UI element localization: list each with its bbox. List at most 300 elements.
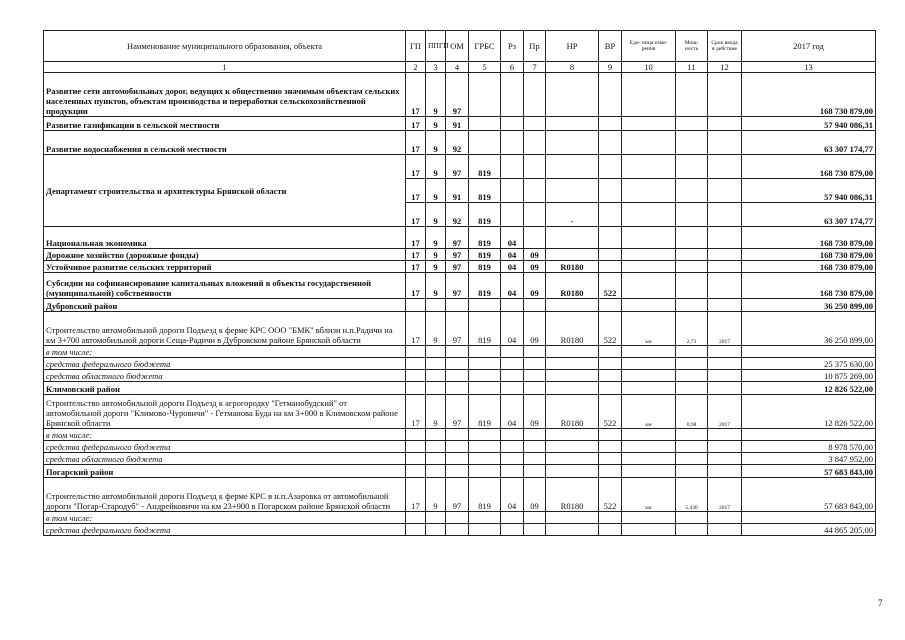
- cell-om: 97: [446, 395, 469, 429]
- cell-gp: [406, 453, 426, 465]
- cell-power: [676, 512, 708, 524]
- header-rz: Рз: [501, 31, 524, 62]
- cell-vr: 522: [599, 395, 622, 429]
- row-name: в том числе:: [44, 429, 406, 441]
- cell-term: [708, 453, 742, 465]
- header-power: Мощ- ность: [676, 31, 708, 62]
- cell-power: 0,98: [676, 395, 708, 429]
- cell-pr: 09: [524, 312, 546, 346]
- cell-pr: [524, 370, 546, 382]
- cell-rz: [501, 117, 524, 131]
- cell-rz: 04: [501, 312, 524, 346]
- cell-amount: 168 730 879,00: [742, 273, 876, 299]
- cell-gp: [406, 512, 426, 524]
- table-row: [44, 395, 876, 429]
- cell-rz: [501, 179, 524, 203]
- cell-rz: [501, 512, 524, 524]
- cell-power: [676, 261, 708, 273]
- cell-amount: 57 683 843,00: [742, 478, 876, 512]
- cell-rz: [501, 370, 524, 382]
- cell-gp: 17: [406, 312, 426, 346]
- row-name: средства областного бюджета: [44, 370, 406, 382]
- cell-grbs: [469, 524, 501, 536]
- cell-unit: [622, 370, 676, 382]
- cell-unit: [622, 73, 676, 117]
- cell-nr: [546, 299, 599, 312]
- cell-term: [708, 155, 742, 179]
- cell-rz: 04: [501, 478, 524, 512]
- cell-nr: R0180: [546, 312, 599, 346]
- cell-amount: 8 978 570,00: [742, 441, 876, 453]
- cell-nr: [546, 346, 599, 358]
- cell-ppgp: 9: [426, 73, 446, 117]
- cell-unit: [622, 261, 676, 273]
- table-row: [44, 382, 876, 395]
- cell-term: [708, 429, 742, 441]
- cell-grbs: [469, 117, 501, 131]
- cell-unit: [622, 227, 676, 249]
- row-name: средства областного бюджета: [44, 453, 406, 465]
- cell-vr: [599, 299, 622, 312]
- cell-om: [446, 299, 469, 312]
- cell-gp: 17: [406, 478, 426, 512]
- cell-gp: [406, 299, 426, 312]
- cell-pr: [524, 429, 546, 441]
- cell-term: [708, 358, 742, 370]
- cell-vr: [599, 346, 622, 358]
- table-row: [44, 273, 876, 299]
- cell-unit: [622, 524, 676, 536]
- cell-pr: [524, 131, 546, 155]
- cell-om: 91: [446, 179, 469, 203]
- cell-ppgp: [426, 465, 446, 478]
- cell-ppgp: [426, 358, 446, 370]
- cell-nr: [546, 358, 599, 370]
- table-row: [44, 478, 876, 512]
- cell-nr: R0180: [546, 395, 599, 429]
- row-name: средства федерального бюджета: [44, 441, 406, 453]
- cell-unit: [622, 117, 676, 131]
- table-row: [44, 346, 876, 358]
- cell-unit: [622, 382, 676, 395]
- cell-power: [676, 465, 708, 478]
- cell-vr: [599, 370, 622, 382]
- table-row: [44, 249, 876, 261]
- row-name: средства федерального бюджета: [44, 358, 406, 370]
- cell-amount: 168 730 879,00: [742, 73, 876, 117]
- cell-ppgp: 9: [426, 131, 446, 155]
- cell-vr: [599, 249, 622, 261]
- cell-pr: [524, 299, 546, 312]
- col-num: 10: [622, 62, 676, 73]
- cell-rz: [501, 131, 524, 155]
- cell-unit: км: [622, 478, 676, 512]
- cell-power: [676, 131, 708, 155]
- cell-gp: 17: [406, 155, 426, 179]
- cell-unit: [622, 512, 676, 524]
- cell-ppgp: 9: [426, 261, 446, 273]
- table-row: [44, 312, 876, 346]
- cell-power: [676, 346, 708, 358]
- cell-nr: [546, 131, 599, 155]
- header-row: [44, 31, 876, 62]
- table-row: [44, 524, 876, 536]
- col-num: 1: [44, 62, 406, 73]
- col-num: 12: [708, 62, 742, 73]
- cell-power: [676, 382, 708, 395]
- cell-nr: R0180: [546, 261, 599, 273]
- cell-grbs: [469, 346, 501, 358]
- cell-om: 97: [446, 73, 469, 117]
- cell-gp: [406, 429, 426, 441]
- cell-amount: [742, 429, 876, 441]
- cell-power: [676, 429, 708, 441]
- cell-grbs: 819: [469, 273, 501, 299]
- cell-pr: [524, 346, 546, 358]
- cell-power: [676, 203, 708, 227]
- cell-term: [708, 370, 742, 382]
- cell-om: 92: [446, 131, 469, 155]
- table-row: [44, 370, 876, 382]
- cell-amount: 12 826 522,00: [742, 382, 876, 395]
- cell-amount: 57 683 843,00: [742, 465, 876, 478]
- cell-unit: [622, 179, 676, 203]
- cell-nr: [546, 441, 599, 453]
- cell-vr: [599, 453, 622, 465]
- cell-grbs: 819: [469, 395, 501, 429]
- cell-amount: 57 940 086,31: [742, 117, 876, 131]
- cell-amount: 63 307 174,77: [742, 203, 876, 227]
- cell-om: [446, 441, 469, 453]
- cell-pr: 09: [524, 249, 546, 261]
- cell-term: [708, 441, 742, 453]
- cell-grbs: 819: [469, 249, 501, 261]
- cell-term: [708, 524, 742, 536]
- cell-unit: [622, 453, 676, 465]
- cell-unit: [622, 465, 676, 478]
- cell-power: [676, 370, 708, 382]
- cell-pr: [524, 227, 546, 249]
- table-row: [44, 131, 876, 155]
- cell-unit: [622, 429, 676, 441]
- table-row: [44, 453, 876, 465]
- cell-power: [676, 155, 708, 179]
- row-name: Субсидии на софинансирование капитальных вложений в объекты государственной (муниципальной) собственности: [44, 273, 406, 299]
- row-name: Дубровский район: [44, 299, 406, 312]
- cell-gp: [406, 346, 426, 358]
- cell-gp: 17: [406, 131, 426, 155]
- cell-unit: [622, 346, 676, 358]
- col-num: 6: [501, 62, 524, 73]
- header-nr: НР: [546, 31, 599, 62]
- cell-pr: [524, 512, 546, 524]
- cell-term: [708, 203, 742, 227]
- table-row: [44, 227, 876, 249]
- cell-rz: 04: [501, 261, 524, 273]
- cell-gp: 17: [406, 203, 426, 227]
- cell-ppgp: [426, 429, 446, 441]
- col-num: 2: [406, 62, 426, 73]
- cell-om: 97: [446, 227, 469, 249]
- cell-unit: [622, 273, 676, 299]
- cell-power: [676, 117, 708, 131]
- cell-vr: [599, 524, 622, 536]
- col-num: 8: [546, 62, 599, 73]
- column-number-row: [44, 62, 876, 73]
- cell-ppgp: [426, 299, 446, 312]
- cell-ppgp: 9: [426, 249, 446, 261]
- cell-rz: [501, 441, 524, 453]
- cell-rz: [501, 453, 524, 465]
- cell-grbs: [469, 131, 501, 155]
- cell-vr: 522: [599, 273, 622, 299]
- cell-ppgp: 9: [426, 395, 446, 429]
- cell-unit: [622, 131, 676, 155]
- col-num: 4: [446, 62, 469, 73]
- col-num: 7: [524, 62, 546, 73]
- cell-vr: 522: [599, 312, 622, 346]
- cell-amount: 3 847 952,00: [742, 453, 876, 465]
- cell-ppgp: [426, 382, 446, 395]
- cell-om: [446, 512, 469, 524]
- cell-ppgp: 9: [426, 312, 446, 346]
- cell-power: 5,436: [676, 478, 708, 512]
- cell-gp: [406, 382, 426, 395]
- cell-nr: [546, 249, 599, 261]
- cell-power: [676, 299, 708, 312]
- cell-ppgp: 9: [426, 179, 446, 203]
- cell-grbs: 819: [469, 261, 501, 273]
- cell-grbs: [469, 441, 501, 453]
- cell-amount: 57 940 086,31: [742, 179, 876, 203]
- cell-vr: [599, 261, 622, 273]
- cell-om: 97: [446, 312, 469, 346]
- cell-power: [676, 73, 708, 117]
- cell-grbs: 819: [469, 227, 501, 249]
- table-row: [44, 358, 876, 370]
- cell-nr: -: [546, 203, 599, 227]
- cell-power: [676, 358, 708, 370]
- cell-nr: [546, 227, 599, 249]
- cell-rz: [501, 203, 524, 227]
- cell-rz: 04: [501, 249, 524, 261]
- cell-pr: 09: [524, 273, 546, 299]
- cell-nr: [546, 179, 599, 203]
- cell-ppgp: [426, 512, 446, 524]
- cell-grbs: [469, 73, 501, 117]
- cell-amount: 168 730 879,00: [742, 155, 876, 179]
- cell-vr: [599, 179, 622, 203]
- cell-grbs: 819: [469, 478, 501, 512]
- cell-rz: [501, 73, 524, 117]
- cell-vr: [599, 358, 622, 370]
- cell-rz: [501, 524, 524, 536]
- cell-gp: 17: [406, 249, 426, 261]
- cell-term: [708, 73, 742, 117]
- cell-amount: 168 730 879,00: [742, 249, 876, 261]
- cell-unit: [622, 155, 676, 179]
- row-name: Строительство автомобильной дороги Подъезд к ферме КРС ООО "БМК" вблизи н.п.Радичи на км 3+700 автомобильной дороги Сеща-Радичи в Дубровском районе Брянской области: [44, 312, 406, 346]
- cell-pr: [524, 179, 546, 203]
- cell-gp: 17: [406, 117, 426, 131]
- cell-term: [708, 227, 742, 249]
- header-pr: Пр: [524, 31, 546, 62]
- cell-amount: 63 307 174,77: [742, 131, 876, 155]
- row-name: в том числе:: [44, 346, 406, 358]
- cell-om: 92: [446, 203, 469, 227]
- row-name: средства федерального бюджета: [44, 524, 406, 536]
- cell-pr: [524, 382, 546, 395]
- cell-power: [676, 524, 708, 536]
- cell-amount: 12 826 522,00: [742, 395, 876, 429]
- cell-gp: [406, 441, 426, 453]
- cell-gp: 17: [406, 227, 426, 249]
- cell-pr: 09: [524, 478, 546, 512]
- table-row: [44, 441, 876, 453]
- cell-pr: [524, 155, 546, 179]
- cell-grbs: [469, 453, 501, 465]
- cell-grbs: [469, 299, 501, 312]
- cell-unit: [622, 299, 676, 312]
- cell-nr: [546, 524, 599, 536]
- cell-term: [708, 131, 742, 155]
- cell-ppgp: [426, 441, 446, 453]
- cell-rz: [501, 155, 524, 179]
- cell-ppgp: 9: [426, 203, 446, 227]
- cell-amount: 44 865 205,00: [742, 524, 876, 536]
- row-name: Развитие водоснабжения в сельской местности: [44, 131, 406, 155]
- cell-nr: [546, 382, 599, 395]
- cell-nr: R0180: [546, 478, 599, 512]
- row-name: Развитие газификации в сельской местности: [44, 117, 406, 131]
- cell-om: 97: [446, 249, 469, 261]
- cell-amount: 36 250 899,00: [742, 299, 876, 312]
- header-vr: ВР: [599, 31, 622, 62]
- cell-nr: [546, 117, 599, 131]
- row-name: Развитие сети автомобильных дорог, ведущих к общественно значимым объектам сельских населенных пунктов, объектам производства и переработки сельскохозяйственной продукции: [44, 73, 406, 117]
- cell-amount: [742, 346, 876, 358]
- cell-term: [708, 117, 742, 131]
- page-number: 7: [878, 598, 883, 608]
- cell-term: [708, 512, 742, 524]
- cell-ppgp: 9: [426, 227, 446, 249]
- row-name: Строительство автомобильной дороги Подъезд к агрогородку "Гетманобудский" от автомобильной дороги "Климово-Чуровичи" - Гетманова Буда на км 3+000 в Климовском районе Брянской области: [44, 395, 406, 429]
- cell-rz: [501, 299, 524, 312]
- cell-grbs: 819: [469, 179, 501, 203]
- cell-unit: [622, 249, 676, 261]
- cell-unit: км: [622, 312, 676, 346]
- cell-vr: [599, 441, 622, 453]
- header-unit: Еди- ница изме- рения: [622, 31, 676, 62]
- cell-ppgp: 9: [426, 117, 446, 131]
- cell-vr: [599, 465, 622, 478]
- table-row: [44, 73, 876, 117]
- cell-term: 2017: [708, 312, 742, 346]
- col-num: 9: [599, 62, 622, 73]
- cell-term: [708, 346, 742, 358]
- cell-om: 97: [446, 155, 469, 179]
- cell-rz: [501, 358, 524, 370]
- cell-term: [708, 273, 742, 299]
- cell-ppgp: [426, 346, 446, 358]
- cell-power: [676, 249, 708, 261]
- cell-term: [708, 249, 742, 261]
- cell-power: [676, 227, 708, 249]
- cell-pr: 09: [524, 395, 546, 429]
- cell-nr: R0180: [546, 273, 599, 299]
- cell-om: [446, 370, 469, 382]
- row-name: Строительство автомобильной дороги Подъезд к ферме КРС в н.п.Азаровка от автомобильной дороги "Погар-Стародуб" - Андрейковичи на км 23+900 в Погарском районе Брянской области: [44, 478, 406, 512]
- cell-term: [708, 179, 742, 203]
- row-name: Национальная экономика: [44, 227, 406, 249]
- cell-om: 97: [446, 273, 469, 299]
- cell-unit: [622, 358, 676, 370]
- cell-pr: [524, 117, 546, 131]
- cell-amount: 168 730 879,00: [742, 227, 876, 249]
- cell-pr: 09: [524, 261, 546, 273]
- cell-rz: [501, 346, 524, 358]
- cell-om: [446, 524, 469, 536]
- cell-om: [446, 358, 469, 370]
- cell-rz: 04: [501, 273, 524, 299]
- cell-pr: [524, 203, 546, 227]
- cell-pr: [524, 441, 546, 453]
- cell-unit: км: [622, 395, 676, 429]
- cell-om: 97: [446, 478, 469, 512]
- cell-ppgp: [426, 370, 446, 382]
- cell-vr: [599, 512, 622, 524]
- cell-rz: 04: [501, 395, 524, 429]
- cell-nr: [546, 73, 599, 117]
- header-ppgp: ППГП: [426, 31, 446, 62]
- cell-ppgp: 9: [426, 478, 446, 512]
- cell-pr: [524, 73, 546, 117]
- cell-gp: 17: [406, 395, 426, 429]
- cell-power: [676, 441, 708, 453]
- cell-amount: 25 375 630,00: [742, 358, 876, 370]
- cell-vr: [599, 117, 622, 131]
- cell-om: [446, 429, 469, 441]
- cell-nr: [546, 512, 599, 524]
- cell-pr: [524, 358, 546, 370]
- cell-rz: [501, 382, 524, 395]
- row-name: Дорожное хозяйство (дорожные фонды): [44, 249, 406, 261]
- cell-gp: [406, 370, 426, 382]
- col-num: 5: [469, 62, 501, 73]
- cell-nr: [546, 429, 599, 441]
- header-gp: ГП: [406, 31, 426, 62]
- cell-power: [676, 453, 708, 465]
- cell-nr: [546, 453, 599, 465]
- row-name: в том числе:: [44, 512, 406, 524]
- table-row: [44, 512, 876, 524]
- cell-rz: [501, 465, 524, 478]
- cell-vr: [599, 382, 622, 395]
- header-name: Наименование муниципального образования, объекта: [44, 31, 406, 62]
- cell-grbs: 819: [469, 312, 501, 346]
- cell-gp: 17: [406, 273, 426, 299]
- cell-pr: [524, 465, 546, 478]
- cell-unit: [622, 203, 676, 227]
- cell-term: [708, 465, 742, 478]
- cell-term: 2017: [708, 478, 742, 512]
- cell-gp: [406, 358, 426, 370]
- cell-rz: 04: [501, 227, 524, 249]
- cell-ppgp: 9: [426, 273, 446, 299]
- cell-vr: [599, 155, 622, 179]
- header-grbs: ГРБС: [469, 31, 501, 62]
- cell-rz: [501, 429, 524, 441]
